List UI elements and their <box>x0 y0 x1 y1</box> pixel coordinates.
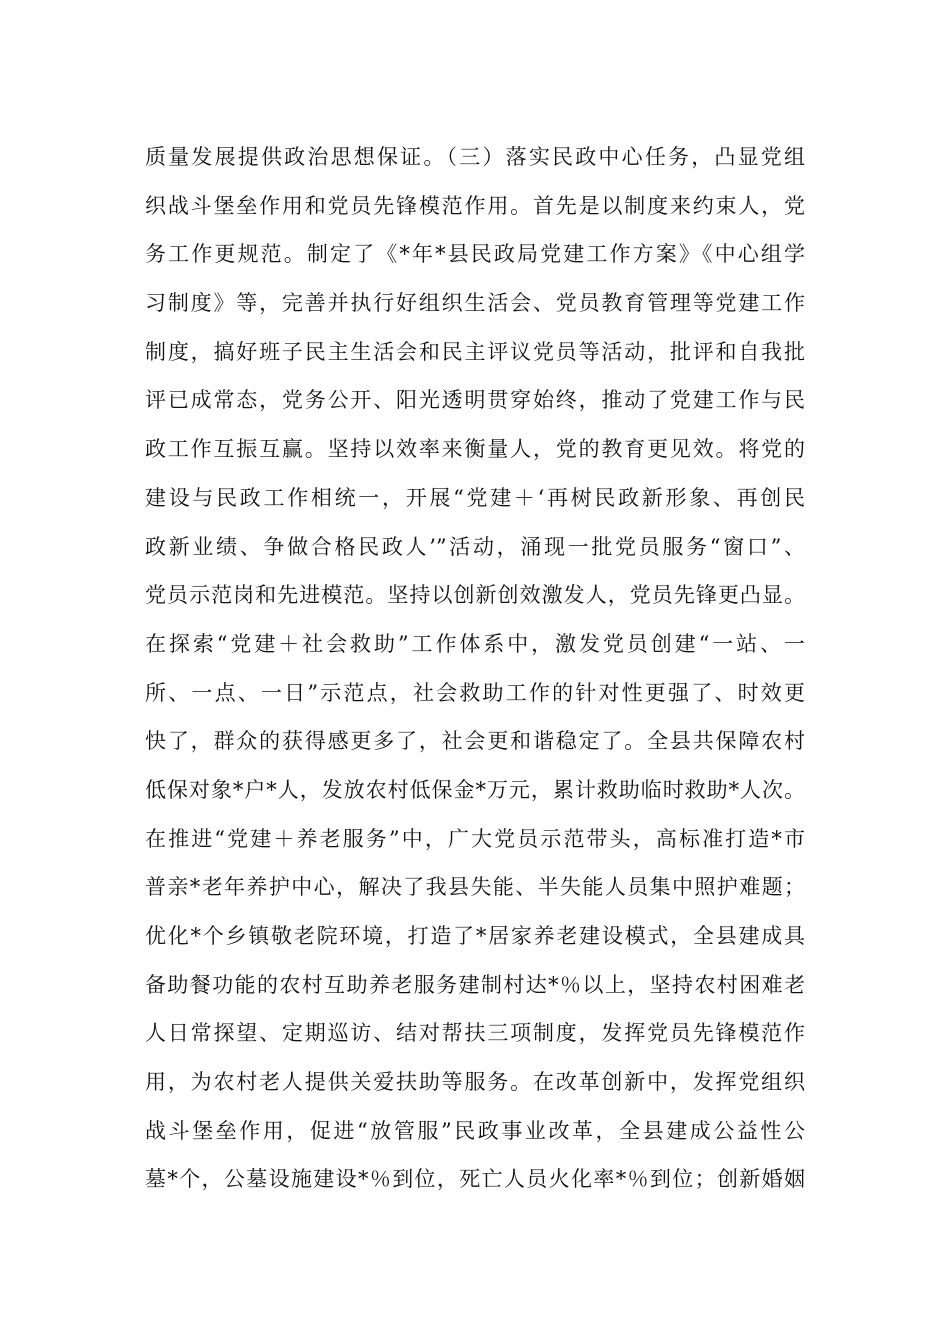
text-line: 评已成常态，党务公开、阳光透明贯穿始终，推动了党建工作与民 <box>145 388 805 413</box>
text-line: 在推进“党建＋养老服务”中，广大党员示范带头，高标准打造*市 <box>145 826 805 851</box>
text-line: 快了，群众的获得感更多了，社会更和谐稳定了。全县共保障农村 <box>145 729 805 754</box>
text-line: 务工作更规范。制定了《*年*县民政局党建工作方案》《中心组学 <box>145 242 805 267</box>
text-line: 优化*个乡镇敬老院环境，打造了*居家养老建设模式，全县建成具 <box>145 924 805 948</box>
text-line: 在探索“党建＋社会救助”工作体系中，激发党员创建“一站、一 <box>145 631 805 656</box>
text-line: 普亲*老年养护中心，解决了我县失能、半失能人员集中照护难题； <box>145 875 805 900</box>
text-line: 政工作互振互赢。坚持以效率来衡量人，党的教育更见效。将党的 <box>145 437 805 462</box>
text-line: 用，为农村老人提供关爱扶助等服务。在改革创新中，发挥党组织 <box>145 1070 805 1095</box>
text-line: 备助餐功能的农村互助养老服务建制村达*％以上，坚持农村困难老 <box>145 972 805 997</box>
text-line: 建设与民政工作相统一，开展“党建＋‘再树民政新形象、再创民 <box>145 485 805 510</box>
text-line: 战斗堡垒作用，促进“放管服”民政事业改革，全县建成公益性公 <box>145 1118 805 1143</box>
text-line: 制度，搞好班子民主生活会和民主评议党员等活动，批评和自我批 <box>145 339 805 364</box>
text-line: 党员示范岗和先进模范。坚持以创新创效激发人，党员先锋更凸显。 <box>145 583 805 608</box>
text-line: 所、一点、一日”示范点，社会救助工作的针对性更强了、时效更 <box>145 680 805 705</box>
text-line: 习制度》等，完善并执行好组织生活会、党员教育管理等党建工作 <box>145 291 805 316</box>
body-text <box>145 133 805 1204</box>
text-line: 质量发展提供政治思想保证。（三）落实民政中心任务，凸显党组 <box>145 145 805 169</box>
text-line: 织战斗堡垒作用和党员先锋模范作用。首先是以制度来约束人，党 <box>145 193 805 218</box>
text-line: 政新业绩、争做合格民政人’”活动，涌现一批党员服务“窗口”、 <box>145 534 805 559</box>
text-line: 墓*个，公墓设施建设*％到位，死亡人员火化率*％到位；创新婚姻 <box>145 1167 805 1192</box>
text-line: 人日常探望、定期巡访、结对帮扶三项制度，发挥党员先锋模范作 <box>145 1021 805 1046</box>
text-line: 低保对象*户*人，发放农村低保金*万元，累计救助临时救助*人次。 <box>145 777 805 802</box>
